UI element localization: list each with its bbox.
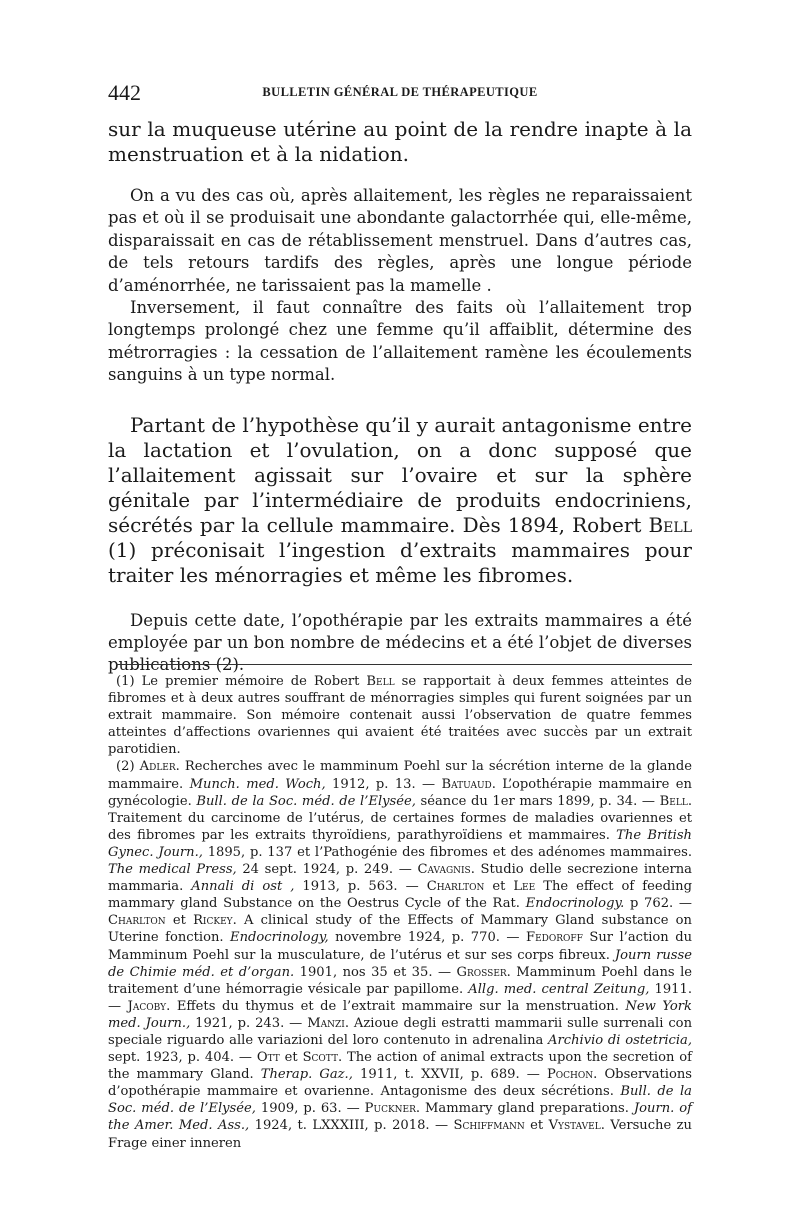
footnote-2-text: 1911, t. XXVII, p. 689. —: [352, 1067, 547, 1083]
footnote-2-text: (2): [116, 759, 140, 775]
author-name-bell: Bell: [648, 512, 692, 537]
footnote-2-journal: Journ russe de Chimie méd. et d’organ.: [108, 947, 692, 980]
footnote-2-journal: Endocrinology,: [230, 930, 329, 946]
footnote-2-author: Vystavel: [548, 1118, 601, 1134]
footnote-2-text: 1912, p. 13. —: [325, 776, 442, 792]
footnote-2-author: Scott: [302, 1050, 338, 1066]
footnote-2-journal: Allg. med. central Zeitung,: [468, 981, 650, 997]
page-header: [108, 80, 692, 104]
footnote-2-text: . Mammary gland preparations.: [415, 1101, 634, 1117]
footnote-2-text: sept. 1923, p. 404. —: [108, 1050, 257, 1066]
footnote-2-text: p 762. —: [624, 896, 692, 912]
footnote-2-text: . Versuche zu Frage einer inneren: [108, 1118, 692, 1151]
footnote-2-journal: Bull. de la Soc. méd. de l’Elysée,: [108, 1084, 692, 1117]
paragraph-hypothese: [108, 413, 692, 588]
footnote-2-author: Grosser: [456, 964, 507, 980]
footnote-2-author: Fedoroff: [525, 930, 583, 946]
footnote-2-journal: Munch. med. Woch,: [189, 776, 326, 792]
footnote-2-journal: Annali di ost ,: [191, 879, 295, 895]
footnote-2-journal: Endocrinology.: [525, 896, 625, 912]
footnote-2-author: Rickey: [193, 913, 233, 929]
footnote-1-author: Bell: [366, 674, 395, 689]
footnote-2-author: Puckner: [364, 1101, 416, 1117]
footnote-2-author: Charlton: [426, 879, 485, 895]
footnote-2-text: . The action of animal extracts upon the secretion of the mammary Gland.: [108, 1050, 692, 1083]
footnote-2-text: et: [524, 1118, 549, 1134]
footnote-2-journal: Archivio di ostetricia,: [548, 1032, 693, 1048]
footnote-2-author: Manzi: [307, 1015, 345, 1031]
footnote-2-text: . Observations d’opothérapie mammaire et ovarienne. Antagonisme des deux sécrétions.: [108, 1067, 692, 1100]
footnote-2-author: Adler: [139, 759, 176, 775]
page-number: 442: [108, 80, 141, 105]
footnote-2-text: novembre 1924, p. 770. —: [328, 930, 526, 946]
paragraph-continuation: sur la muqueuse utérine au point de la rendre inapte à la menstruation et à la nidation.: [108, 117, 692, 166]
footnote-2-text: et: [484, 879, 514, 895]
footnote-2-journal: Therap. Gaz.,: [260, 1067, 353, 1083]
footnote-2-author: Batuaud: [441, 776, 492, 792]
footnote-2-text: 1921, p. 243. —: [190, 1015, 308, 1031]
footnote-2-text: séance du 1er mars 1899, p. 34. —: [415, 793, 660, 809]
footnote-2-text: 1895, p. 137 et l’Pathogénie des fibromes et des adénomes mammaires.: [202, 844, 692, 860]
footnote-2-text: . L’opothérapie mammaire en gynécologie.: [108, 776, 692, 809]
paragraph-galactorrhee: On a vu des cas où, après allaitement, les règles ne reparaissaient pas et où il se produisait une abondante galactorrhée qui, elle-même, disparaissait en cas de rétablissement menstruel. Dans d’autres cas, de tels retours tardifs des règles, après une longue période d’aménorrhée, ne tarissaient pas la mamelle .: [108, 186, 692, 295]
footnote-2-author: Charlton: [108, 913, 166, 929]
footnote-2-journal: Journ. of the Amer. Med. Ass.,: [108, 1101, 692, 1134]
footnote-2-author: Schiffmann: [453, 1118, 525, 1134]
footnote-1: [108, 673, 692, 758]
footnote-2-text: 1924, t. LXXXIII, p. 2018. —: [249, 1118, 454, 1134]
footnote-1-text-end: se rapportait à deux femmes atteintes de fibromes et à deux autres souffrant de ménorragies simples qui furent soignées par un extrait mammaire. Son mémoire contenait aussi l’observation de quatre femmes atteintes d’affections ovariennes qui avaient été traitées avec succès par un extrait parotidien.: [108, 674, 692, 758]
hypothese-text-end: (1) préconisait l’ingestion d’extraits mammaires pour traiter les ménorragies et même les fibromes.: [108, 537, 692, 587]
footnote-1-text-start: (1) Le premier mémoire de Robert: [116, 674, 367, 689]
hypothese-text-start: Partant de l’hypothèse qu’il y aurait antagonisme entre la lactation et l’ovulation, on a donc supposé que l’allaitement agissait sur l’ovaire et sur la sphère génitale par l’intermédiaire de produits endocriniens, sécrétés par la cellule mammaire. Dès 1894, Robert: [108, 412, 692, 537]
footnote-2-journal: New York med. Journ.,: [108, 998, 692, 1031]
paragraph-inversement: Inversement, il faut connaître des faits où l’allaitement trop longtemps prolongé chez une femme qu’il affaiblit, détermine des métrorragies : la cessation de l’allaitement ramène les écoulements sanguins à un type normal.: [108, 298, 692, 385]
paragraph-opotherapie: Depuis cette date, l’opothérapie par les extraits mammaires a été employée par un bon nombre de médecins et a été l’objet de diverses publications (2).: [108, 610, 692, 675]
footnote-2-author: Cavagnis: [417, 862, 471, 878]
footnote-2-text: . A clinical study of the Effects of Mammary Gland substance on Uterine fonction.: [108, 913, 692, 946]
footnote-2-text: Sur l’action du Mamminum Poehl sur la musculature, de l’utérus et sur ses corps fibreux.: [108, 930, 693, 963]
footnote-2-text: . Studio delle secrezione interna mammaria.: [108, 862, 692, 895]
footnote-2-text: et: [165, 913, 194, 929]
footnote-2-text: 1909, p. 63. —: [255, 1101, 365, 1117]
footnote-2-text: . Effets du thymus et de l’extrait mammaire sur la menstruation.: [166, 998, 626, 1014]
body-text: [108, 117, 692, 677]
running-title: BULLETIN GÉNÉRAL DE THÉRAPEUTIQUE: [262, 85, 538, 99]
footnote-2-text: . Azioue degli estratti mammarii sulle surrenali con speciale riguardo alle variazioni del loro contenuto in adrenalina: [108, 1015, 693, 1048]
footnote-divider: [116, 664, 692, 665]
footnote-2-text: . Mamminum Poehl dans le traitement d’une hémorragie vésicale par papillome.: [108, 964, 693, 997]
footnotes: [108, 673, 692, 1152]
footnote-2-journal: The British Gynec. Journ.,: [108, 827, 692, 860]
footnote-2-text: 1911. —: [108, 981, 692, 1014]
footnote-2-author: Jacoby: [127, 998, 167, 1014]
footnote-2-journal: The medical Press,: [108, 862, 237, 878]
footnote-2-text: . Traitement du carcinome de l’utérus, de certaines formes de maladies ovariennes et des fibromes par les extraits thyroïdiens, parathyroïdiens et mammaires.: [108, 793, 692, 843]
footnote-2-author: Bell: [659, 793, 688, 809]
footnote-2-text: 1901, nos 35 et 35. —: [294, 964, 457, 980]
footnote-2-text: . Recherches avec le mamminum Poehl sur la sécrétion interne de la glande mammaire.: [108, 759, 692, 792]
footnote-2-text: 1913, p. 563. —: [294, 879, 427, 895]
footnote-2-journal: Bull. de la Soc. méd. de l’Elysée,: [196, 793, 416, 809]
footnote-2-text: et: [279, 1050, 303, 1066]
footnote-2: [108, 758, 692, 1151]
footnote-2-author: Lee: [513, 879, 536, 895]
footnote-2-author: Ott: [256, 1050, 280, 1066]
footnote-2-text: 24 sept. 1924, p. 249. —: [236, 862, 418, 878]
footnote-2-text: The effect of feeding mammary gland Substance on the Oestrus Cycle of the Rat.: [108, 879, 692, 912]
footnote-2-author: Pochon: [546, 1067, 594, 1083]
